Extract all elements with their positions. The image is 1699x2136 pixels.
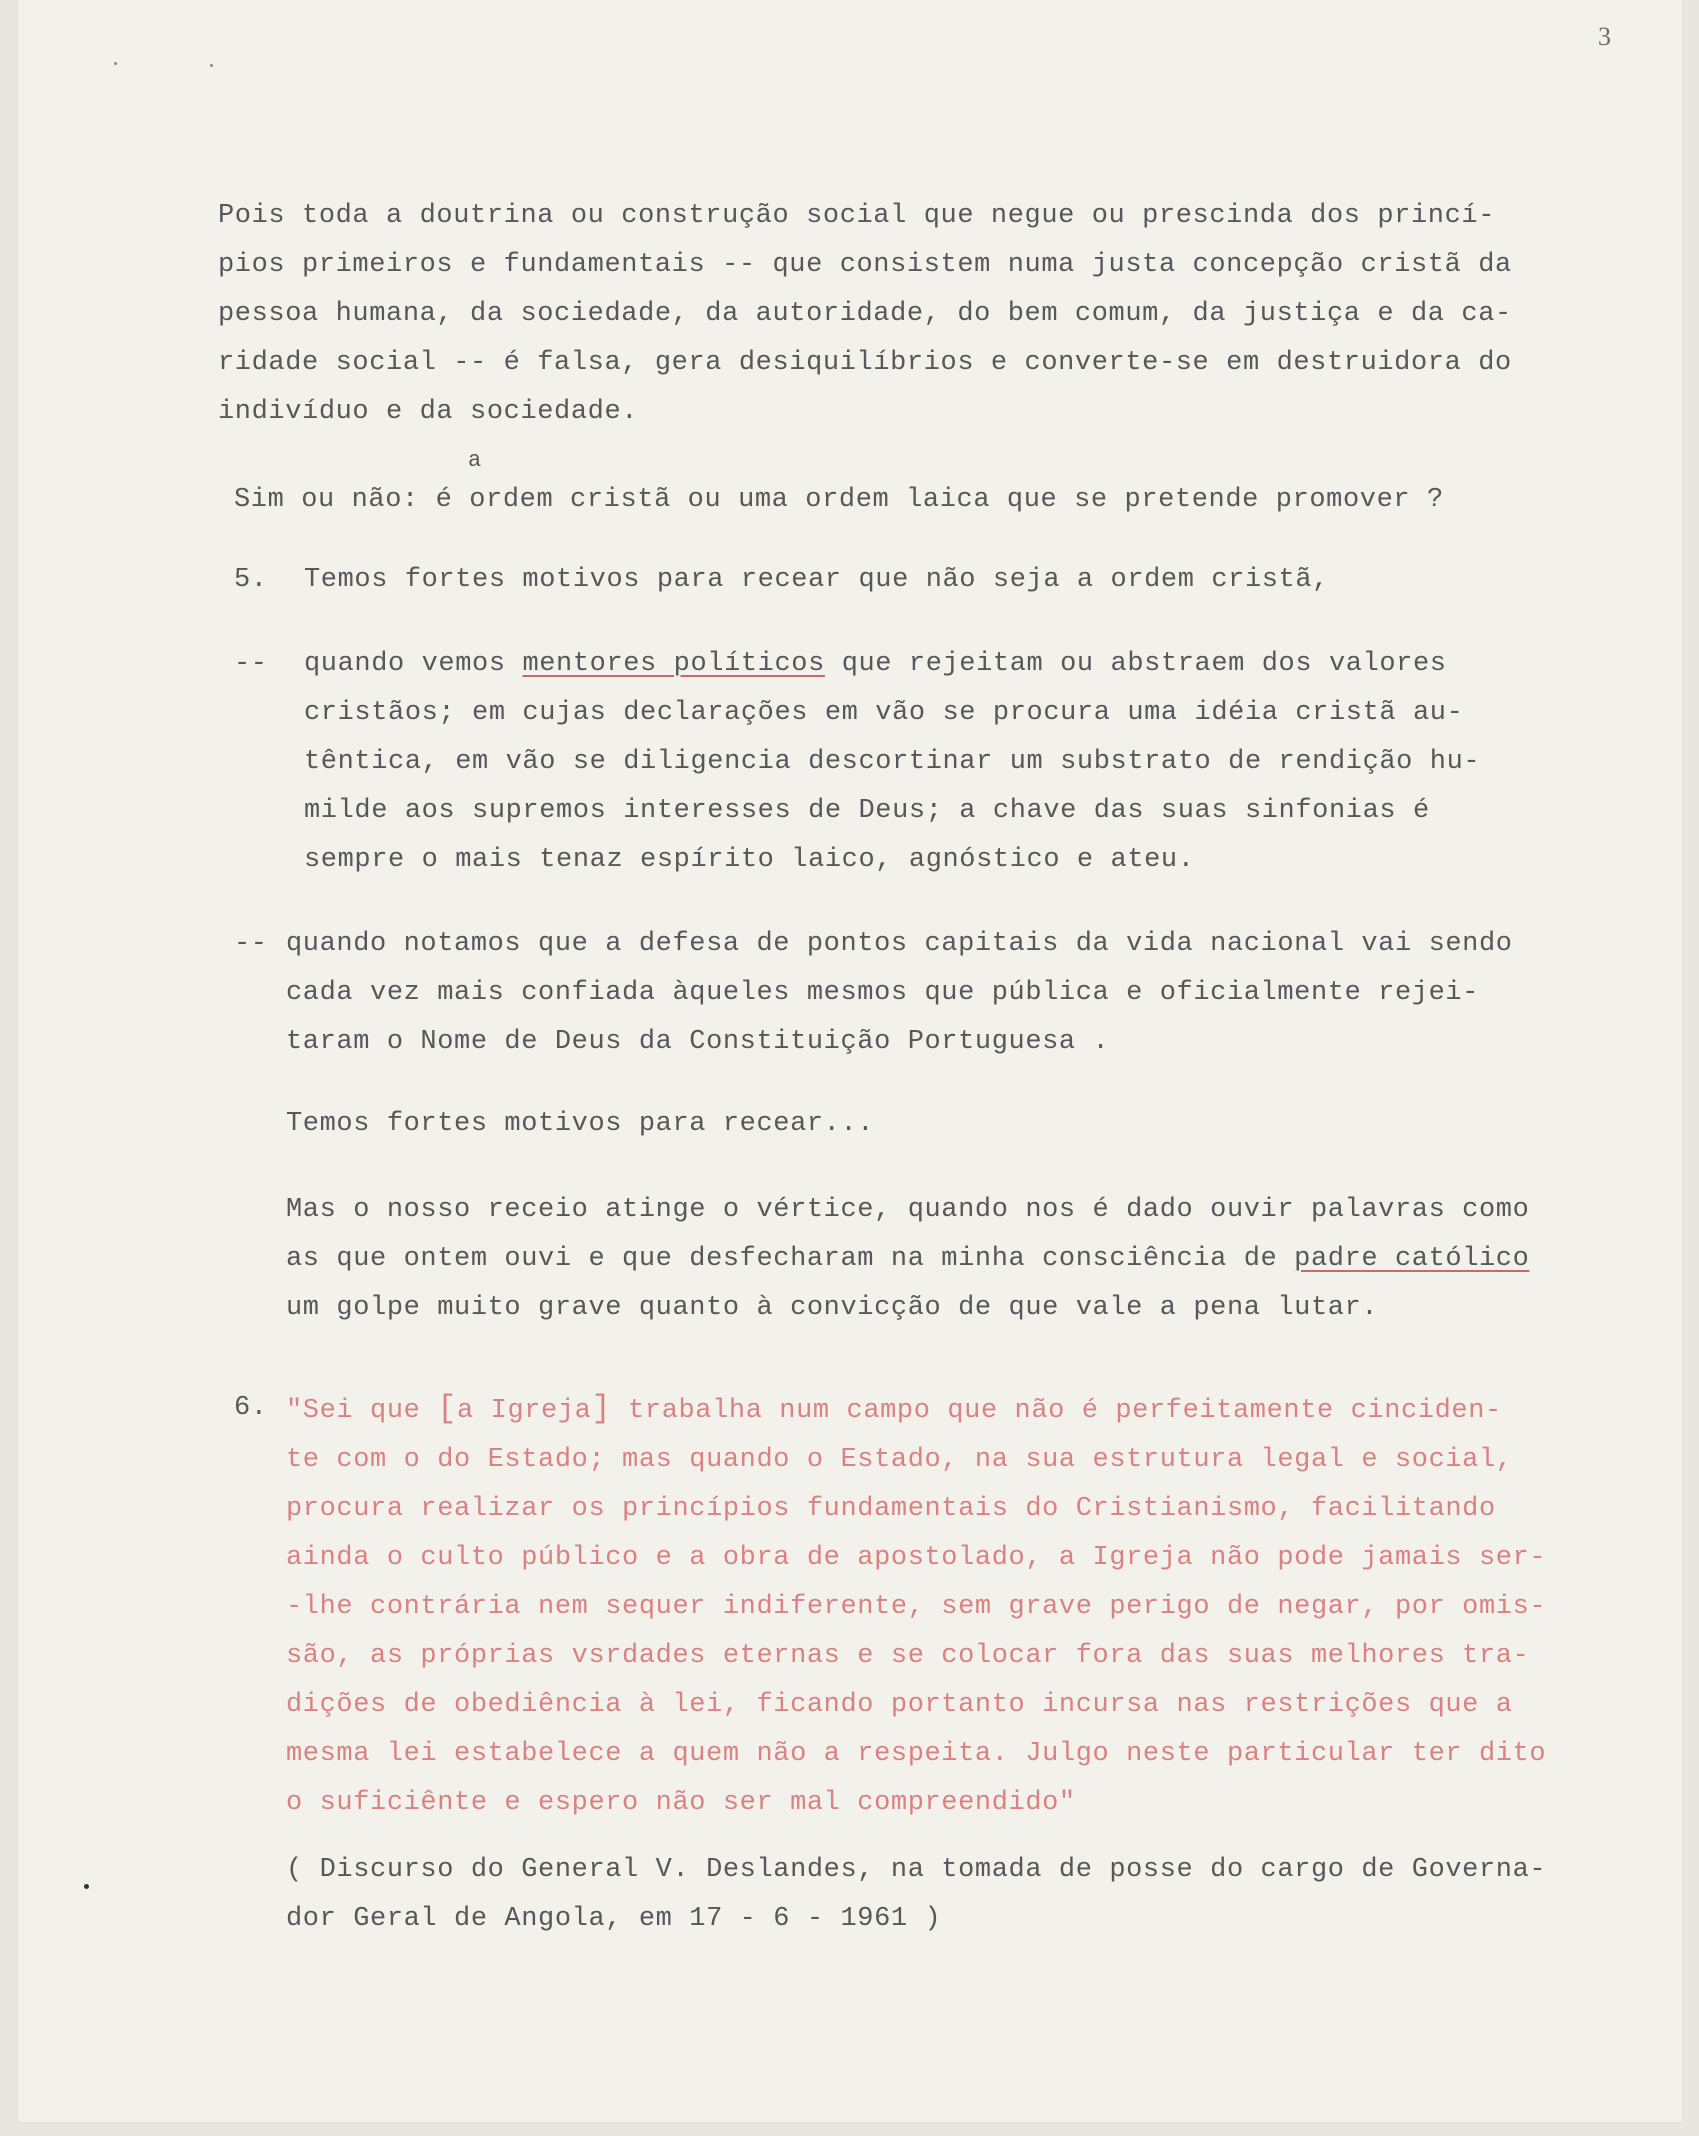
bullet-line: cristãos; em cujas declarações em vão se procura uma idéia cristã au-: [304, 698, 1464, 728]
bullet-line: cada vez mais confiada àqueles mesmos que pública e oficialmente rejei-: [286, 978, 1479, 1008]
item-6-number: 6.: [234, 1393, 268, 1423]
item-5-text: Temos fortes motivos para recear que não seja a ordem cristã,: [304, 565, 1329, 595]
paragraph-line: ridade social -- é falsa, gera desiquilíbrios e converte-se em destruidora do: [218, 348, 1512, 378]
question-line: Sim ou não: é ordem cristã ou uma ordem laica que se pretende promover ?: [234, 485, 1444, 515]
bullet-dash: --: [234, 929, 268, 959]
underlined-mentores-politicos: mentores políticos: [522, 649, 825, 679]
paragraph-line: Mas o nosso receio atinge o vértice, quando nos é dado ouvir palavras como: [286, 1195, 1530, 1225]
bracket-close: ]: [591, 1390, 612, 1427]
paragraph-line: indivíduo e da sociedade.: [218, 397, 639, 427]
paragraph-line: [286, 1235, 1529, 1284]
quotation-deslandes: [286, 1384, 1546, 1828]
citation: [286, 1846, 1546, 1944]
quotation-line: são, as próprias vsrdades eternas e se colocar fora das suas melhores tra-: [286, 1641, 1530, 1671]
text-fragment: que rejeitam ou abstraem dos valores: [824, 649, 1447, 679]
bullet-line: têntica, em vão se diligencia descortinar um substrato de rendição hu-: [304, 747, 1481, 777]
quotation-line: ainda o culto público e a obra de apostolado, a Igreja não pode jamais ser-: [286, 1543, 1547, 1573]
bullet-line: sempre o mais tenaz espírito laico, agnóstico e ateu.: [304, 845, 1195, 875]
document-page: [18, 0, 1682, 2122]
paragraph-doutrina: [218, 192, 1512, 437]
bullet-line: milde aos supremos interesses de Deus; a chave das suas sinfonias é: [304, 796, 1430, 826]
paper-speck: [210, 64, 213, 67]
page-number: 3: [1598, 22, 1611, 51]
item-5-number: 5.: [234, 565, 268, 595]
bracketed-insertion: a Igreja: [457, 1396, 592, 1426]
text-fragment: "Sei que: [286, 1396, 438, 1426]
bracket-open: [: [437, 1390, 458, 1427]
quotation-first-line: [286, 1384, 1546, 1436]
paragraph-line: pessoa humana, da sociedade, da autoridade, do bem comum, da justiça e da ca-: [218, 299, 1512, 329]
paragraph-line: um golpe muito grave quanto à convicção de que vale a pena lutar.: [286, 1293, 1379, 1323]
text-fragment: trabalha num campo que não é perfeitamente cinciden-: [611, 1396, 1502, 1426]
text-fragment: as que ontem ouvi e que desfecharam na minha consciência de: [286, 1244, 1295, 1274]
quotation-line: procura realizar os princípios fundamentais do Cristianismo, facilitando: [286, 1494, 1496, 1524]
underlined-padre-catolico: padre católico: [1294, 1244, 1530, 1274]
bullet-mentores: [304, 640, 1480, 885]
quotation-line: dições de obediência à lei, ficando portanto incursa nas restrições que a: [286, 1690, 1513, 1720]
bullet-first-line: [304, 640, 1480, 689]
paper-speck: [114, 62, 117, 65]
paragraph-receio: [286, 1186, 1529, 1333]
paragraph-line: pios primeiros e fundamentais -- que consistem numa justa concepção cristã da: [218, 250, 1512, 280]
text-fragment: quando vemos: [304, 649, 523, 679]
bullet-line: taram o Nome de Deus da Constituição Portuguesa .: [286, 1027, 1110, 1057]
quotation-line: -lhe contrária nem sequer indiferente, sem grave perigo de negar, por omis-: [286, 1592, 1547, 1622]
quotation-line: te com o do Estado; mas quando o Estado, na sua estrutura legal e social,: [286, 1445, 1513, 1475]
bullet-defesa: [286, 920, 1513, 1067]
citation-line: ( Discurso do General V. Deslandes, na tomada de posse do cargo de Governa-: [286, 1855, 1547, 1885]
quotation-line: o suficiênte e espero não ser mal compreendido": [286, 1788, 1076, 1818]
quotation-line: mesma lei estabelece a quem não a respeita. Julgo neste particular ter dito: [286, 1739, 1547, 1769]
recear-line: Temos fortes motivos para recear...: [286, 1109, 875, 1139]
paragraph-line: Pois toda a doutrina ou construção social que negue ou prescinda dos princí-: [218, 201, 1495, 231]
paper-speck: [84, 1884, 89, 1889]
bullet-line: quando notamos que a defesa de pontos capitais da vida nacional vai sendo: [286, 929, 1513, 959]
citation-line: dor Geral de Angola, em 17 - 6 - 1961 ): [286, 1904, 942, 1934]
handwritten-correction: a: [468, 448, 482, 473]
bullet-dash: --: [234, 649, 268, 679]
